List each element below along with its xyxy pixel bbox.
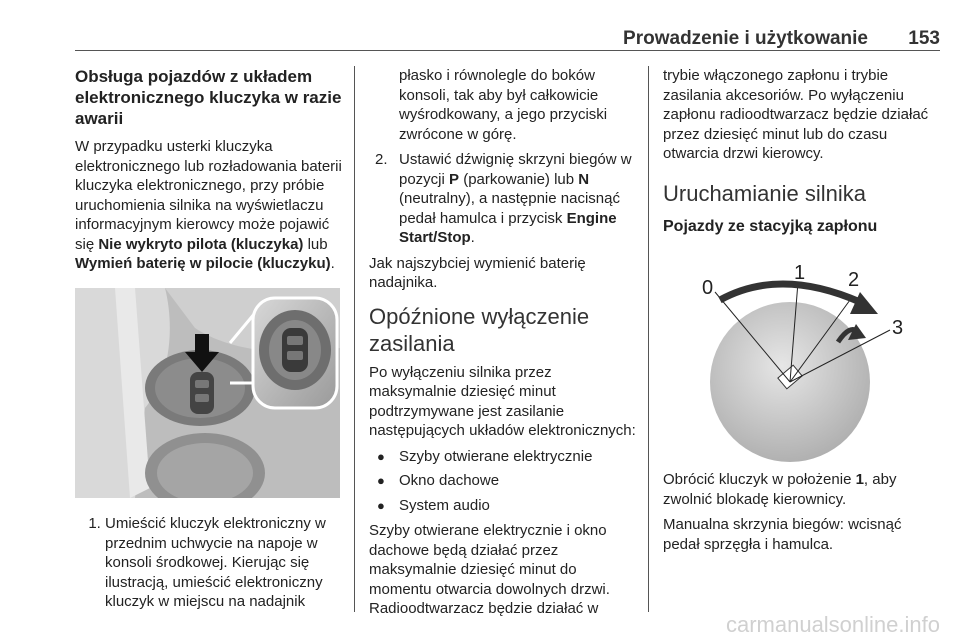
column-divider-1: [354, 66, 355, 612]
section-heading-start: Uruchamianie silnika: [663, 180, 866, 206]
ignition-label-1: 1: [794, 262, 806, 284]
ignition-label-0: 0: [702, 277, 714, 299]
step-1-continued: płasko i równolegle do boków konsoli, tak aby był całkowicie wyśrodkowany, a jego przyciski zwrócone w górę.: [399, 67, 608, 143]
page-header: [75, 0, 940, 50]
column-3-continuation: trybie włączonego zapłonu i trybie zasilania akcesoriów. Po wyłączeniu zapłonu radioodtwarzacz będzie działać przez dziesięć minut lub do czasu otwarcia drzwi kierowcy.: [663, 67, 929, 162]
section-heading-delay: Opóźnione wyłączenie zasilania: [369, 303, 590, 356]
ignition-label-3: 3: [892, 317, 904, 339]
turn-key-paragraph: Obrócić kluczyk w położenie 1, aby zwolnić blokadę kierownicy.: [663, 471, 897, 508]
message-replace-battery: Wymień baterię w pilocie (kluczyku): [75, 255, 331, 272]
key-position: 1: [855, 471, 864, 488]
intro-paragraph: W przypadku usterki kluczyka elektronicznego lub rozładowania baterii kluczyka elektronicznego, przy próbie uruchomienia silnika na wyświetlaczu informacyjnym kierowcy może pojawić się Nie wykryto pilota (kluczyka) lub Wymień baterię w pilocie (kluczyku).: [75, 138, 342, 272]
steps-list: [75, 514, 343, 612]
step-1: 1. Umieścić kluczyk elektroniczny w przednim uchwycie na napoje w konsoli środkowej. Kierując się ilustracją, umieścić elektroniczny kluczyk w miejscu na nadajnik: [105, 514, 343, 612]
section-heading-emergency: Obsługa pojazdów z układem elektronicznego kluczyka w razie awarii: [75, 67, 342, 128]
systems-list: [369, 447, 637, 516]
subheading-ignition: Pojazdy ze stacyjką zapłonu: [663, 217, 878, 235]
engine-start-stop-label: Engine Start/Stop: [399, 209, 617, 246]
step-2: 2. Ustawić dźwignię skrzyni biegów w pozycji P (parkowanie) lub N (neutralny), a następnie nacisnąć pedał hamulca i przycisk Engine Start/Stop.: [375, 151, 632, 246]
gear-n: N: [578, 170, 590, 188]
list-item: ● Okno dachowe: [369, 471, 637, 491]
manual-gearbox-paragraph: Manualna skrzynia biegów: wcisnąć pedał sprzęgła i hamulca.: [663, 516, 902, 553]
delay-intro: Po wyłączeniu silnika przez maksymalnie dziesięć minut podtrzymywane jest zasilanie następujących układów elektronicznych:: [369, 363, 636, 439]
after-bullets-paragraph: Szyby otwierane elektrycznie i okno dachowe będą działać przez maksymalnie dziesięć minut do momentu otwarcia dowolnych drzwi. Radioodtwarzacz będzie działać w: [369, 522, 610, 617]
ignition-label-2: 2: [848, 269, 860, 291]
column-2: [369, 66, 637, 625]
column-3: [663, 66, 933, 240]
column-divider-2: [648, 66, 649, 612]
list-item: ● System audio: [369, 496, 637, 516]
header-title: Prowadzenie i użytkowanie: [623, 28, 868, 49]
console-illustration: [75, 288, 340, 498]
ignition-diagram: [690, 262, 930, 462]
page-number: 153: [908, 28, 940, 49]
message-no-key: Nie wykryto pilota (kluczyka): [98, 235, 304, 253]
column-1: [75, 66, 343, 280]
gear-p: P: [449, 170, 460, 188]
column-3-lower: [663, 470, 933, 560]
list-item: ● Szyby otwierane elektrycznie: [369, 447, 637, 467]
header-divider: [75, 50, 940, 51]
watermark: carmanualsonline.info: [725, 612, 940, 637]
battery-note: Jak najszybciej wymienić baterię nadajnika.: [369, 254, 586, 291]
column-1-steps: [75, 514, 343, 618]
